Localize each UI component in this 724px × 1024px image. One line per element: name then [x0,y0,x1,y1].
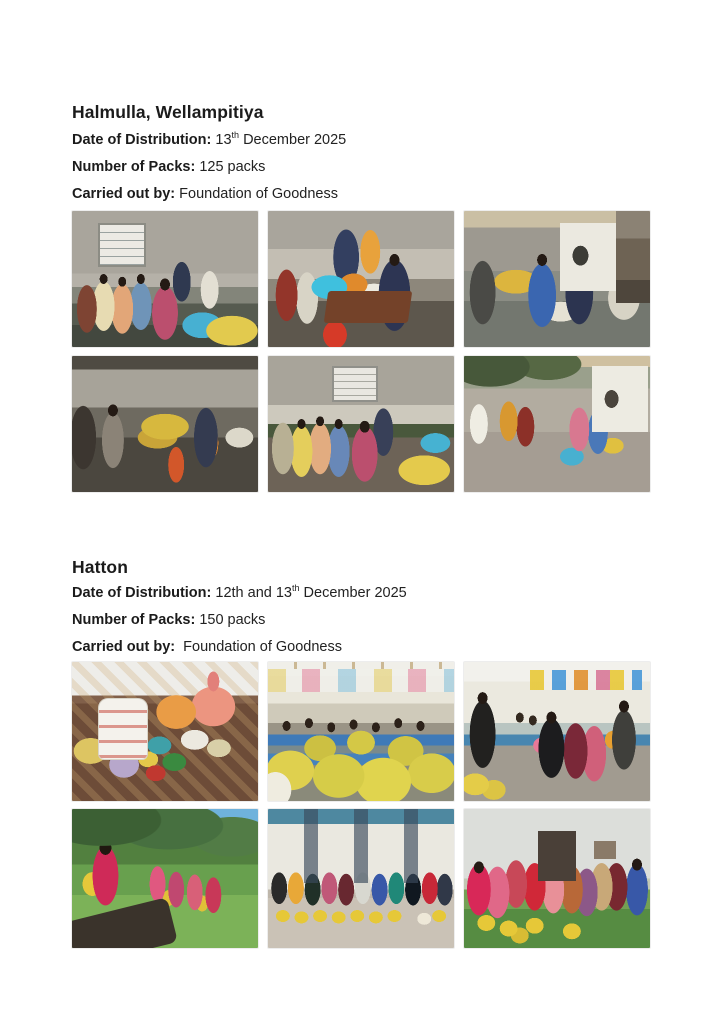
field-date-of-distribution [72,127,652,154]
field-number-of-packs [72,154,652,181]
field-value: 13th December 2025 [211,130,347,148]
photo-halmulla-3 [464,211,650,347]
field-value: Foundation of Goodness [175,185,338,202]
field-label: Date of Distribution: [72,585,212,601]
photo-hatton-3 [464,662,650,801]
field-label: Number of Packs: [72,611,196,628]
section-title-hatton: Hatton [72,557,129,577]
field-value: 125 packs [195,158,266,175]
photo-halmulla-6 [464,356,650,492]
field-value: 150 packs [195,611,266,628]
field-carried-out-by [72,181,652,208]
field-carried-out-by [72,634,652,661]
photo-halmulla-4 [72,356,258,492]
ordinal-superscript: th [231,130,240,141]
photo-hatton-5 [268,809,454,948]
field-number-of-packs [72,607,652,634]
field-date-of-distribution [72,580,652,607]
field-label: Number of Packs: [72,158,196,175]
photo-hatton-4 [72,809,258,948]
photo-halmulla-5 [268,356,454,492]
section-title-halmulla: Halmulla, Wellampitiya [72,102,264,122]
section-fields-hatton [72,580,652,660]
photo-hatton-1 [72,662,258,801]
photo-halmulla-2 [268,211,454,347]
field-value: Foundation of Goodness [175,638,342,655]
ordinal-superscript: th [292,583,300,594]
photo-grid-halmulla [72,211,650,492]
photo-hatton-2 [268,662,454,801]
field-label: Date of Distribution: [72,132,212,148]
photo-hatton-6 [464,809,650,948]
photo-halmulla-1 [72,211,258,347]
field-value: 12th and 13th December 2025 [211,583,407,601]
section-fields-halmulla [72,127,652,207]
field-label: Carried out by: [72,638,176,655]
field-label: Carried out by: [72,185,176,202]
photo-grid-hatton [72,662,650,948]
